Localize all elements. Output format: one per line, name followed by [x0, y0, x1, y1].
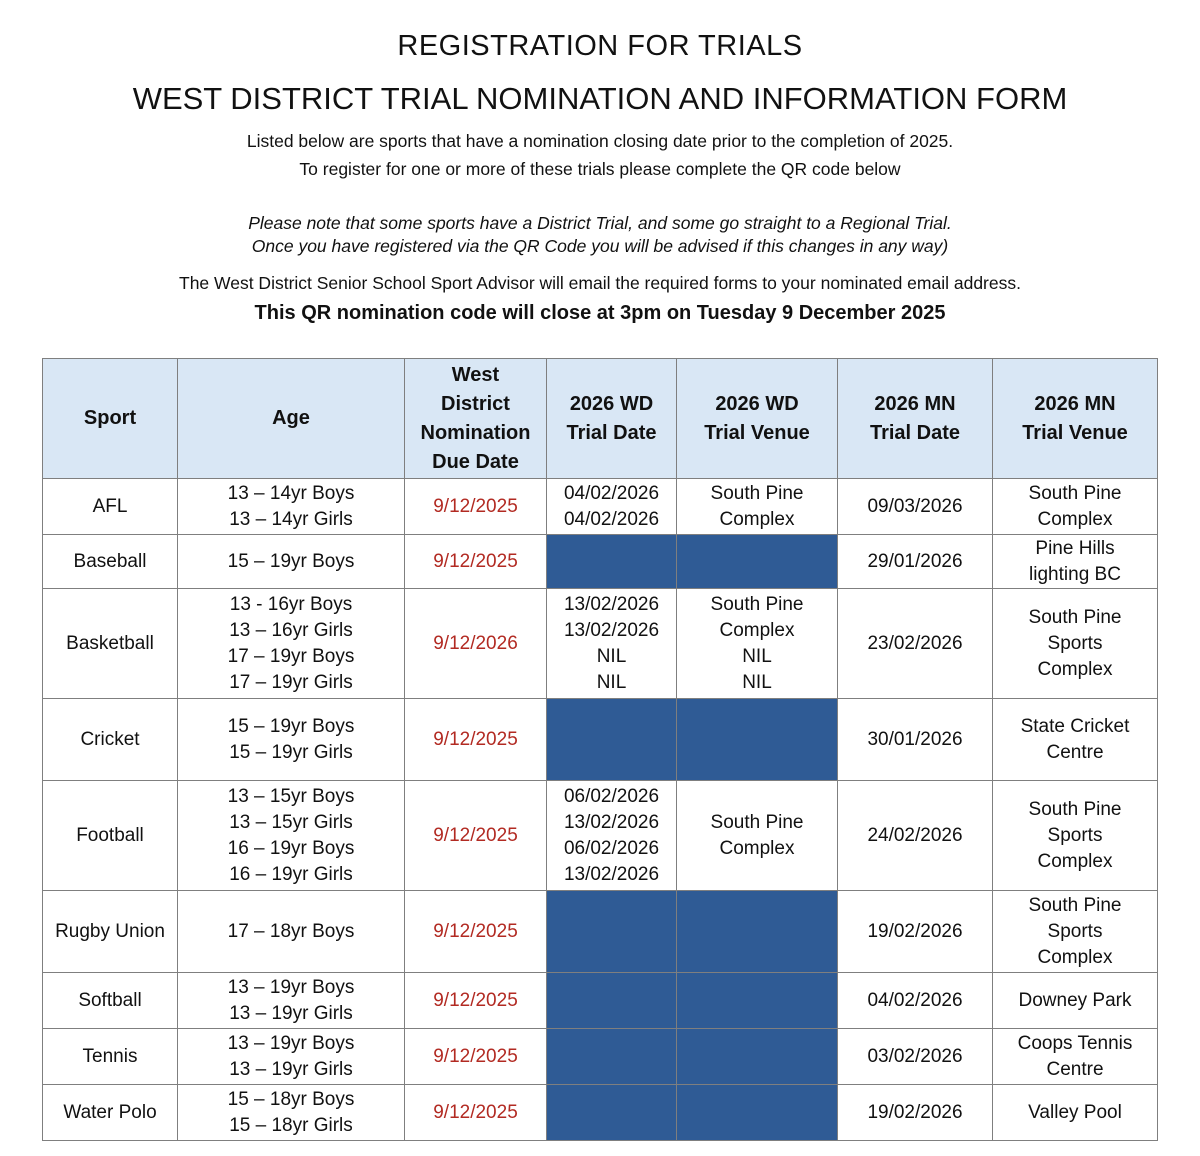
mn-trial-date-cell: 29/01/2026: [838, 535, 993, 589]
table-row: [43, 699, 1158, 781]
wd-trial-date-cell: [547, 589, 677, 699]
wd-trial-date-cell-line: 13/02/2026: [563, 593, 660, 615]
intro-line-1: Listed below are sports that have a nomination closing date prior to the completion of 2025.: [246, 131, 954, 151]
sport-cell: AFL: [43, 479, 178, 535]
wd-trial-venue-blocked-cell: [677, 1085, 838, 1141]
mn-trial-venue-cell: [993, 479, 1158, 535]
due-date-cell: 9/12/2025: [405, 479, 547, 535]
mn-trial-venue-cell-line: Centre: [1046, 1058, 1104, 1080]
table-row: [43, 479, 1158, 535]
age-cell-line: 15 – 18yr Girls: [229, 1114, 353, 1136]
column-header-mn-trial-venue: [993, 359, 1158, 479]
mn-trial-venue-cell-line: Complex: [1037, 508, 1113, 530]
mn-trial-venue-cell: [993, 973, 1158, 1029]
wd-trial-date-blocked-cell: [547, 699, 677, 781]
mn-trial-date-cell: 19/02/2026: [838, 1085, 993, 1141]
wd-trial-date-cell-line: 06/02/2026: [563, 785, 660, 807]
age-cell-line: 15 – 19yr Girls: [229, 741, 353, 763]
wd-trial-venue-blocked-cell: [677, 891, 838, 973]
table-row: [43, 535, 1158, 589]
due-date-cell: 9/12/2025: [405, 1085, 547, 1141]
age-cell-line: 17 – 19yr Boys: [227, 645, 355, 667]
age-cell: [178, 973, 405, 1029]
sport-cell: Cricket: [43, 699, 178, 781]
mn-trial-venue-cell-line: Valley Pool: [1028, 1101, 1122, 1123]
column-header-wd-trial-date: [547, 359, 677, 479]
due-date-cell: 9/12/2025: [405, 699, 547, 781]
age-cell-line: 13 – 16yr Girls: [229, 619, 353, 641]
mn-trial-venue-cell-line: Centre: [1046, 741, 1104, 763]
age-cell-line: 15 – 19yr Boys: [227, 550, 355, 572]
column-header-nomination-due-date: [405, 359, 547, 479]
column-header-line: 2026 MN: [874, 392, 956, 415]
age-cell-line: 16 – 19yr Boys: [227, 837, 355, 859]
mn-trial-venue-cell-line: Complex: [1037, 658, 1113, 680]
mn-trial-venue-cell: [993, 535, 1158, 589]
age-cell-line: 13 – 19yr Girls: [229, 1058, 353, 1080]
wd-trial-venue-blocked-cell: [677, 699, 838, 781]
wd-trial-date-blocked-cell: [547, 973, 677, 1029]
column-header-line: West: [451, 363, 500, 386]
sport-cell: Water Polo: [43, 1085, 178, 1141]
column-header-mn-trial-date: [838, 359, 993, 479]
wd-trial-venue-cell-line: Complex: [719, 508, 795, 530]
due-date-cell: 9/12/2025: [405, 891, 547, 973]
mn-trial-venue-cell-line: Sports: [1047, 920, 1103, 942]
due-date-cell: 9/12/2025: [405, 781, 547, 891]
column-header-line: Trial Date: [566, 421, 657, 444]
mn-trial-venue-cell-line: South Pine: [1028, 482, 1122, 504]
mn-trial-date-cell: 30/01/2026: [838, 699, 993, 781]
age-cell-line: 13 – 19yr Boys: [227, 1032, 355, 1054]
wd-trial-date-cell-line: 06/02/2026: [563, 837, 660, 859]
mn-trial-venue-cell-line: Downey Park: [1018, 989, 1132, 1011]
table-row: [43, 781, 1158, 891]
age-cell-line: 13 – 15yr Girls: [229, 811, 353, 833]
mn-trial-venue-cell-line: Sports: [1047, 632, 1103, 654]
wd-trial-venue-cell-line: Complex: [719, 837, 795, 859]
wd-trial-venue-cell-line: South Pine: [710, 811, 804, 833]
age-cell-line: 13 - 16yr Boys: [229, 593, 353, 615]
column-header-line: Trial Venue: [704, 421, 810, 444]
mn-trial-venue-cell: [993, 1029, 1158, 1085]
wd-trial-date-blocked-cell: [547, 535, 677, 589]
wd-trial-venue-cell-line: NIL: [742, 645, 772, 667]
column-header-line: Nomination: [420, 421, 531, 444]
wd-trial-date-cell-line: 13/02/2026: [563, 863, 660, 885]
sport-cell: Rugby Union: [43, 891, 178, 973]
mn-trial-venue-cell-line: Pine Hills: [1035, 537, 1115, 559]
wd-trial-date-cell: [547, 781, 677, 891]
wd-trial-date-cell-line: NIL: [596, 671, 627, 693]
wd-trial-venue-blocked-cell: [677, 535, 838, 589]
sport-cell: Basketball: [43, 589, 178, 699]
due-date-cell: 9/12/2025: [405, 535, 547, 589]
column-header-wd-trial-venue: [677, 359, 838, 479]
wd-trial-date-blocked-cell: [547, 1085, 677, 1141]
mn-trial-venue-cell-line: Complex: [1037, 946, 1113, 968]
wd-trial-venue-blocked-cell: [677, 973, 838, 1029]
mn-trial-venue-cell-line: Coops Tennis: [1017, 1032, 1133, 1054]
age-cell-line: 15 – 18yr Boys: [227, 1088, 355, 1110]
wd-trial-date-cell-line: NIL: [596, 645, 627, 667]
wd-trial-date-cell: [547, 479, 677, 535]
age-cell-line: 13 – 19yr Girls: [229, 1002, 353, 1024]
mn-trial-venue-cell-line: Sports: [1047, 824, 1103, 846]
column-header-line: Due Date: [432, 450, 519, 473]
column-header-sport: [43, 359, 178, 479]
age-cell: [178, 1085, 405, 1141]
mn-trial-venue-cell-line: State Cricket: [1020, 715, 1130, 737]
column-header-line: District: [441, 392, 510, 415]
wd-trial-date-cell-line: 13/02/2026: [563, 811, 660, 833]
age-cell-line: 17 – 19yr Girls: [229, 671, 353, 693]
wd-trial-venue-cell: [677, 479, 838, 535]
column-header-line: Age: [272, 407, 310, 429]
mn-trial-date-cell: 04/02/2026: [838, 973, 993, 1029]
wd-trial-date-cell-line: 13/02/2026: [563, 619, 660, 641]
mn-trial-date-cell: 24/02/2026: [838, 781, 993, 891]
sport-cell: Baseball: [43, 535, 178, 589]
wd-trial-date-blocked-cell: [547, 891, 677, 973]
mn-trial-venue-cell: [993, 699, 1158, 781]
column-header-line: Sport: [83, 407, 137, 429]
intro-line-2: To register for one or more of these trials please complete the QR code below: [299, 159, 901, 179]
table-row: [43, 1029, 1158, 1085]
table-body: [43, 479, 1158, 1141]
age-cell: [178, 589, 405, 699]
mn-trial-date-cell: 09/03/2026: [838, 479, 993, 535]
due-date-cell: 9/12/2025: [405, 973, 547, 1029]
wd-trial-venue-cell-line: NIL: [742, 671, 772, 693]
wd-trial-venue-cell-line: South Pine: [710, 593, 804, 615]
column-header-line: 2026 MN: [1034, 392, 1116, 415]
sport-cell: Tennis: [43, 1029, 178, 1085]
age-cell: [178, 891, 405, 973]
column-header-line: 2026 WD: [569, 392, 654, 415]
trials-table: [42, 358, 1158, 1141]
table-row: [43, 1085, 1158, 1141]
mn-trial-venue-cell: [993, 1085, 1158, 1141]
mn-trial-venue-cell-line: lighting BC: [1029, 563, 1121, 585]
wd-trial-venue-cell-line: South Pine: [710, 482, 804, 504]
table-row: [43, 891, 1158, 973]
form-title-main: WEST DISTRICT TRIAL NOMINATION AND INFORMATION FORM: [132, 81, 1068, 116]
age-cell: [178, 535, 405, 589]
mn-trial-venue-cell: [993, 589, 1158, 699]
sport-cell: Softball: [43, 973, 178, 1029]
mn-trial-venue-cell-line: Complex: [1037, 850, 1113, 872]
wd-trial-date-cell-line: 04/02/2026: [563, 508, 660, 530]
wd-trial-venue-cell-line: Complex: [719, 619, 795, 641]
age-cell-line: 13 – 14yr Boys: [227, 482, 355, 504]
form-title-registration: REGISTRATION FOR TRIALS: [397, 30, 803, 62]
mn-trial-venue-cell-line: South Pine: [1028, 894, 1122, 916]
closing-notice: This QR nomination code will close at 3pm on Tuesday 9 December 2025: [254, 302, 946, 324]
note-line-2: Once you have registered via the QR Code you will be advised if this changes in any way): [251, 236, 949, 256]
table-row: [43, 973, 1158, 1029]
age-cell-line: 13 – 14yr Girls: [229, 508, 353, 530]
column-header-line: Trial Date: [869, 421, 961, 444]
age-cell-line: 13 – 19yr Boys: [227, 976, 355, 998]
age-cell: [178, 781, 405, 891]
wd-trial-venue-blocked-cell: [677, 1029, 838, 1085]
mn-trial-date-cell: 23/02/2026: [838, 589, 993, 699]
column-header-line: Trial Venue: [1022, 421, 1128, 444]
due-date-cell: 9/12/2025: [405, 1029, 547, 1085]
age-cell: [178, 699, 405, 781]
mn-trial-venue-cell-line: South Pine: [1028, 798, 1122, 820]
sport-cell: Football: [43, 781, 178, 891]
age-cell-line: 17 – 18yr Boys: [227, 920, 355, 942]
due-date-cell: 9/12/2026: [405, 589, 547, 699]
table-header: [43, 359, 1158, 479]
mn-trial-date-cell: 19/02/2026: [838, 891, 993, 973]
mn-trial-venue-cell-line: South Pine: [1028, 606, 1122, 628]
column-header-line: 2026 WD: [715, 392, 799, 415]
age-cell-line: 13 – 15yr Boys: [227, 785, 355, 807]
age-cell-line: 15 – 19yr Boys: [227, 715, 355, 737]
mn-trial-venue-cell: [993, 891, 1158, 973]
age-cell: [178, 479, 405, 535]
column-header-age: [178, 359, 405, 479]
wd-trial-date-blocked-cell: [547, 1029, 677, 1085]
wd-trial-venue-cell: [677, 589, 838, 699]
advisor-note: The West District Senior School Sport Advisor will email the required forms to your nominated email address.: [179, 273, 1021, 293]
wd-trial-venue-cell: [677, 781, 838, 891]
age-cell-line: 16 – 19yr Girls: [229, 863, 353, 885]
mn-trial-venue-cell: [993, 781, 1158, 891]
table-header-row: [43, 359, 1158, 479]
wd-trial-date-cell-line: 04/02/2026: [563, 482, 660, 504]
age-cell: [178, 1029, 405, 1085]
note-line-1: Please note that some sports have a District Trial, and some go straight to a Regional Trial.: [248, 213, 952, 233]
mn-trial-date-cell: 03/02/2026: [838, 1029, 993, 1085]
table-row: [43, 589, 1158, 699]
